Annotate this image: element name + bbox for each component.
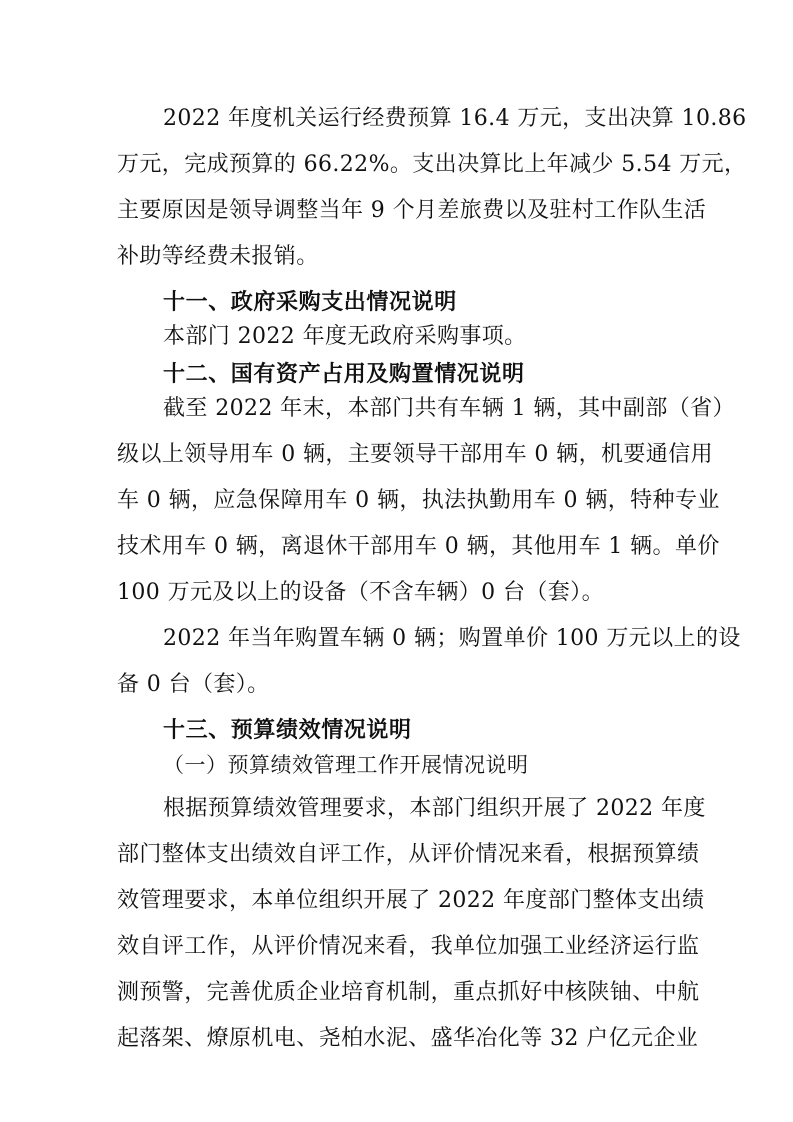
paragraph-line: 测预警，完善优质企业培育机制，重点抓好中核陕铀、中航	[117, 980, 700, 1005]
paragraph-line: 万元，完成预算的 66.22%。支出决算比上年减少 5.54 万元，	[117, 152, 747, 177]
paragraph-line: 2022 年当年购置车辆 0 辆；购置单价 100 万元以上的设	[163, 626, 741, 651]
paragraph-line: 技术用车 0 辆，离退休干部用车 0 辆，其他用车 1 辆。单价	[117, 534, 720, 559]
section-heading-performance: 十三、预算绩效情况说明	[163, 718, 412, 743]
paragraph-line: 部门整体支出绩效自评工作，从评价情况来看，根据预算绩	[117, 842, 700, 867]
paragraph-line: 100 万元及以上的设备（不含车辆）0 台（套）。	[117, 580, 604, 605]
paragraph-line: 2022 年度机关运行经费预算 16.4 万元，支出决算 10.86	[163, 106, 747, 131]
paragraph-line: 效自评工作，从评价情况来看，我单位加强工业经济运行监	[117, 934, 700, 959]
paragraph-line: 本部门 2022 年度无政府采购事项。	[163, 324, 527, 349]
section-heading-procurement: 十一、政府采购支出情况说明	[163, 290, 457, 315]
paragraph-line: 效管理要求，本单位组织开展了 2022 年度部门整体支出绩	[117, 888, 705, 913]
paragraph-line: 截至 2022 年末，本部门共有车辆 1 辆，其中副部（省）	[163, 396, 735, 421]
paragraph-line: 主要原因是领导调整当年 9 个月差旅费以及驻村工作队生活	[117, 198, 707, 223]
paragraph-line: 起落架、燎原机电、尧柏水泥、盛华冶化等 32 户亿元企业	[117, 1026, 699, 1051]
paragraph-line: 补助等经费未报销。	[117, 244, 319, 269]
subsection-heading: （一）预算绩效管理工作开展情况说明	[163, 753, 529, 777]
paragraph-line: 根据预算绩效管理要求，本部门组织开展了 2022 年度	[163, 796, 706, 821]
section-heading-assets: 十二、国有资产占用及购置情况说明	[163, 362, 525, 387]
paragraph-line: 备 0 台（套）。	[117, 672, 270, 697]
paragraph-line: 车 0 辆，应急保障用车 0 辆，执法执勤用车 0 辆，特种专业	[117, 488, 720, 513]
paragraph-line: 级以上领导用车 0 辆，主要领导干部用车 0 辆，机要通信用	[117, 442, 713, 467]
